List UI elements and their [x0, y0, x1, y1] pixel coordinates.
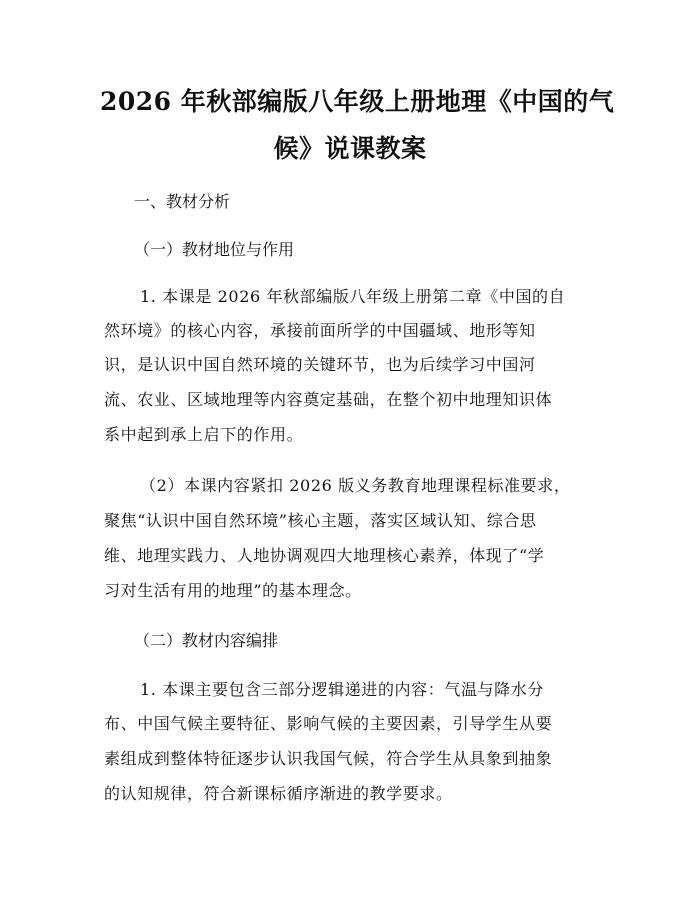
paragraph-1-line-3: 识，是认识中国自然环境的关键环节，也为后续学习中国河 — [104, 355, 536, 374]
paragraph-1-line-4: 流、农业、区域地理等内容奠定基础，在整个初中地理知识体 — [104, 390, 553, 409]
paragraph-2-line-2: 聚焦“认识中国自然环境”核心主题，落实区域认知、综合思 — [104, 511, 537, 530]
subsection-heading-2: （二）教材内容编排 — [134, 631, 279, 650]
paragraph-3-line-4: 的认知规律，符合新课标循序渐进的教学要求。 — [104, 784, 453, 803]
paragraph-3-line-3: 素组成到整体特征逐步认识我国气候，符合学生从具象到抽象 — [104, 749, 553, 768]
paragraph-2-line-4: 习对生活有用的地理”的基本理念。 — [104, 581, 362, 600]
paragraph-1-line-2: 然环境》的核心内容，承接前面所学的中国疆域、地形等知 — [104, 321, 536, 340]
document-title-line-1: 2026 年秋部编版八年级上册地理《中国的气 — [100, 87, 615, 116]
paragraph-2-line-1: （2）本课内容紧扣 2026 版义务教育地理课程标准要求， — [140, 476, 571, 495]
document-title-line-2: 候》说课教案 — [273, 134, 427, 163]
section-heading-1: 一、教材分析 — [134, 192, 231, 211]
paragraph-1-line-5: 系中起到承上启下的作用。 — [104, 425, 304, 444]
subsection-heading-1: （一）教材地位与作用 — [134, 240, 295, 259]
paragraph-1-line-1: 1. 本课是 2026 年秋部编版八年级上册第二章《中国的自 — [140, 287, 566, 306]
paragraph-2-line-3: 维、地理实践力、人地协调观四大地理核心素养，体现了“学 — [104, 546, 545, 565]
paragraph-3-line-2: 布、中国气候主要特征、影响气候的主要因素，引导学生从要 — [104, 714, 553, 733]
paragraph-3-line-1: 1. 本课主要包含三部分逻辑递进的内容：气温与降水分 — [140, 680, 544, 699]
